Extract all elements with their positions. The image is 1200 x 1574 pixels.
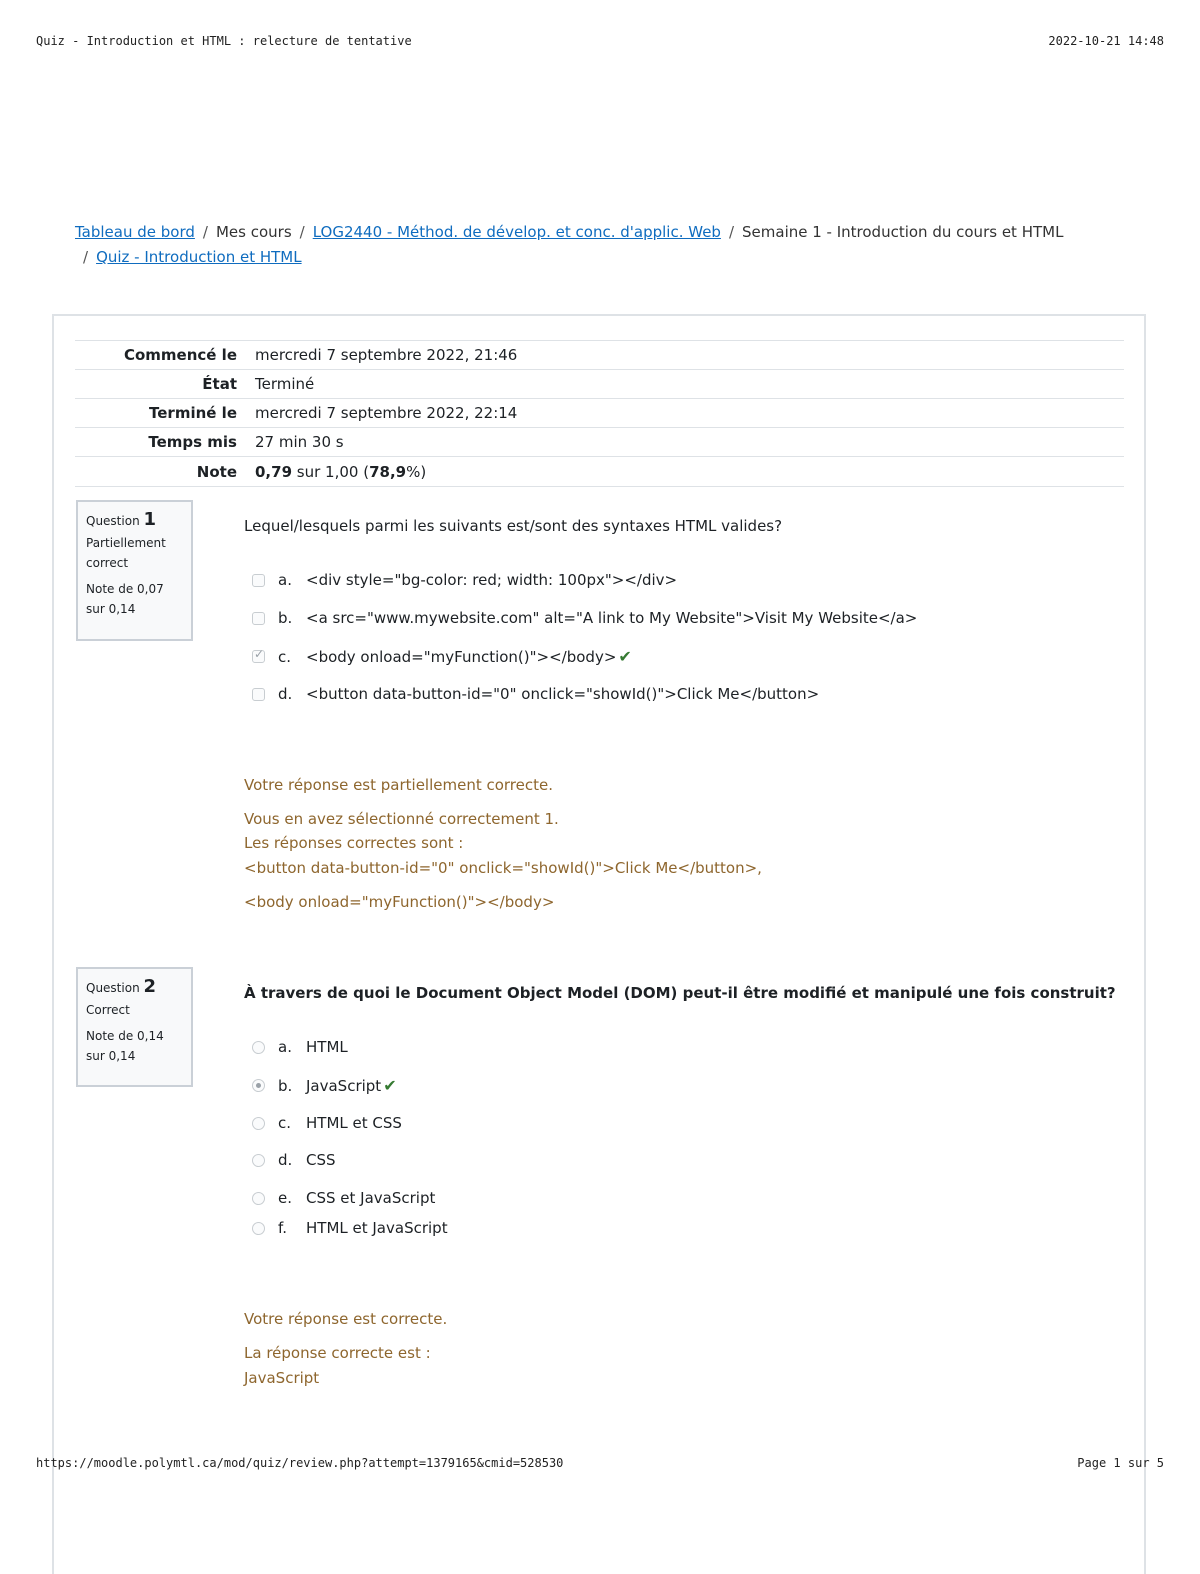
question-1-correct-answer-1: <button data-button-id="0" onclick="showId()">Click Me</button>, — [244, 859, 762, 877]
summary-row-state — [75, 370, 1124, 399]
option-text: CSS — [306, 1151, 336, 1169]
question-2-option-a[interactable]: a. HTML — [252, 1038, 348, 1056]
question-1-feedback-count: Vous en avez sélectionné correctement 1. — [244, 810, 559, 828]
attempt-summary-table — [75, 340, 1124, 487]
question-2-text: À travers de quoi le Document Object Model (DOM) peut-il être modifié et manipulé une fois construit? — [244, 984, 1116, 1002]
breadcrumb-quiz-link[interactable]: Quiz - Introduction et HTML — [96, 248, 302, 266]
radio-button[interactable] — [252, 1154, 265, 1167]
question-1-feedback-general: Votre réponse est partiellement correcte. — [244, 776, 554, 794]
question-2-option-d[interactable]: d. CSS — [252, 1151, 336, 1169]
time-taken-value: 27 min 30 s — [255, 428, 1124, 457]
question-2-number: Question 2 — [86, 976, 157, 997]
option-text: HTML et CSS — [306, 1114, 402, 1132]
radio-button[interactable] — [252, 1192, 265, 1205]
completed-label: Terminé le — [75, 399, 255, 428]
question-1-correct-answer-2: <body onload="myFunction()"></body> — [244, 893, 555, 911]
print-url: https://moodle.polymtl.ca/mod/quiz/review.php?attempt=1379165&cmid=528530 — [36, 1456, 564, 1470]
option-text: <a src="www.mywebsite.com" alt="A link to My Website">Visit My Website</a> — [306, 609, 918, 627]
checkbox[interactable] — [252, 612, 265, 625]
question-2-option-f[interactable]: f. HTML et JavaScript — [252, 1219, 448, 1237]
breadcrumb-separator: / — [299, 223, 305, 241]
question-2-option-e[interactable]: e. CSS et JavaScript — [252, 1189, 435, 1207]
summary-row-grade — [75, 457, 1124, 487]
print-page-number: Page 1 sur 5 — [1077, 1456, 1164, 1470]
breadcrumb-dashboard-link[interactable]: Tableau de bord — [75, 223, 195, 241]
grade-score: 0,79 — [255, 462, 293, 481]
grade-label: Note — [75, 457, 255, 487]
print-title: Quiz - Introduction et HTML : relecture de tentative — [36, 34, 412, 48]
summary-row-completed — [75, 399, 1124, 428]
option-text: HTML — [306, 1038, 348, 1056]
state-value: Terminé — [255, 370, 1124, 399]
quiz-review-region — [52, 314, 1146, 1574]
question-1-feedback-intro: Les réponses correctes sont : — [244, 834, 464, 852]
question-1-info — [76, 500, 193, 641]
question-2-info — [76, 967, 193, 1087]
radio-button[interactable] — [252, 1041, 265, 1054]
question-2-correct-answer: JavaScript — [244, 1369, 320, 1387]
breadcrumb-week: Semaine 1 - Introduction du cours et HTML — [742, 223, 1064, 241]
radio-button-selected[interactable] — [252, 1079, 265, 1092]
breadcrumb — [75, 220, 1135, 270]
print-header — [36, 34, 1164, 48]
question-1-grade: Note de 0,07 sur 0,14 — [86, 582, 164, 616]
option-text: <body onload="myFunction()"></body> — [306, 647, 617, 666]
question-2-feedback-intro: La réponse correcte est : — [244, 1344, 431, 1362]
breadcrumb-separator: / — [728, 223, 735, 241]
summary-row-started — [75, 341, 1124, 370]
state-label: État — [75, 370, 255, 399]
started-value: mercredi 7 septembre 2022, 21:46 — [255, 341, 1124, 370]
breadcrumb-course-link[interactable]: LOG2440 - Méthod. de dévelop. et conc. d'applic. Web — [312, 223, 721, 241]
question-1-option-d[interactable]: d. <button data-button-id="0" onclick="showId()">Click Me</button> — [252, 685, 819, 703]
grade-value — [255, 457, 1124, 487]
question-2-state: Correct — [86, 1003, 130, 1017]
print-footer — [36, 1456, 1164, 1470]
time-taken-label: Temps mis — [75, 428, 255, 457]
option-text: CSS et JavaScript — [306, 1189, 436, 1207]
question-2-grade: Note de 0,14 sur 0,14 — [86, 1029, 164, 1063]
question-2-feedback-general: Votre réponse est correcte. — [244, 1310, 448, 1328]
checkbox[interactable] — [252, 688, 265, 701]
correct-check-icon: ✔ — [383, 1076, 397, 1095]
question-2-option-b[interactable]: b. JavaScript ✔ — [252, 1076, 397, 1095]
grade-percent-end: %) — [406, 462, 427, 481]
checkbox[interactable] — [252, 574, 265, 587]
radio-button[interactable] — [252, 1222, 265, 1235]
grade-total: sur 1,00 ( — [296, 462, 370, 481]
breadcrumb-separator: / — [83, 248, 89, 266]
question-1-option-a[interactable]: a. <div style="bg-color: red; width: 100px"></div> — [252, 571, 677, 589]
option-text: <div style="bg-color: red; width: 100px"></div> — [306, 571, 678, 589]
question-1-state: Partiellement correct — [86, 536, 166, 570]
breadcrumb-separator: / — [202, 223, 208, 241]
question-1-text: Lequel/lesquels parmi les suivants est/sont des syntaxes HTML valides? — [244, 517, 783, 535]
checkbox-checked[interactable] — [252, 650, 265, 663]
option-text: JavaScript — [306, 1076, 382, 1095]
correct-check-icon: ✔ — [618, 647, 632, 666]
question-2-option-c[interactable]: c. HTML et CSS — [252, 1114, 402, 1132]
started-label: Commencé le — [75, 341, 255, 370]
option-text: HTML et JavaScript — [306, 1219, 448, 1237]
question-1-number: Question 1 — [86, 509, 157, 530]
question-1-option-b[interactable]: b. <a src="www.mywebsite.com" alt="A link to My Website">Visit My Website</a> — [252, 609, 917, 627]
question-1-option-c[interactable]: ✓ c. <body onload="myFunction()"></body> ✔ — [252, 647, 632, 666]
print-datetime: 2022-10-21 14:48 — [1048, 34, 1164, 48]
grade-percent: 78,9 — [369, 462, 407, 481]
option-text: <button data-button-id="0" onclick="showId()">Click Me</button> — [306, 685, 820, 703]
radio-button[interactable] — [252, 1117, 265, 1130]
breadcrumb-my-courses: Mes cours — [215, 223, 292, 241]
summary-row-time — [75, 428, 1124, 457]
completed-value: mercredi 7 septembre 2022, 22:14 — [255, 399, 1124, 428]
